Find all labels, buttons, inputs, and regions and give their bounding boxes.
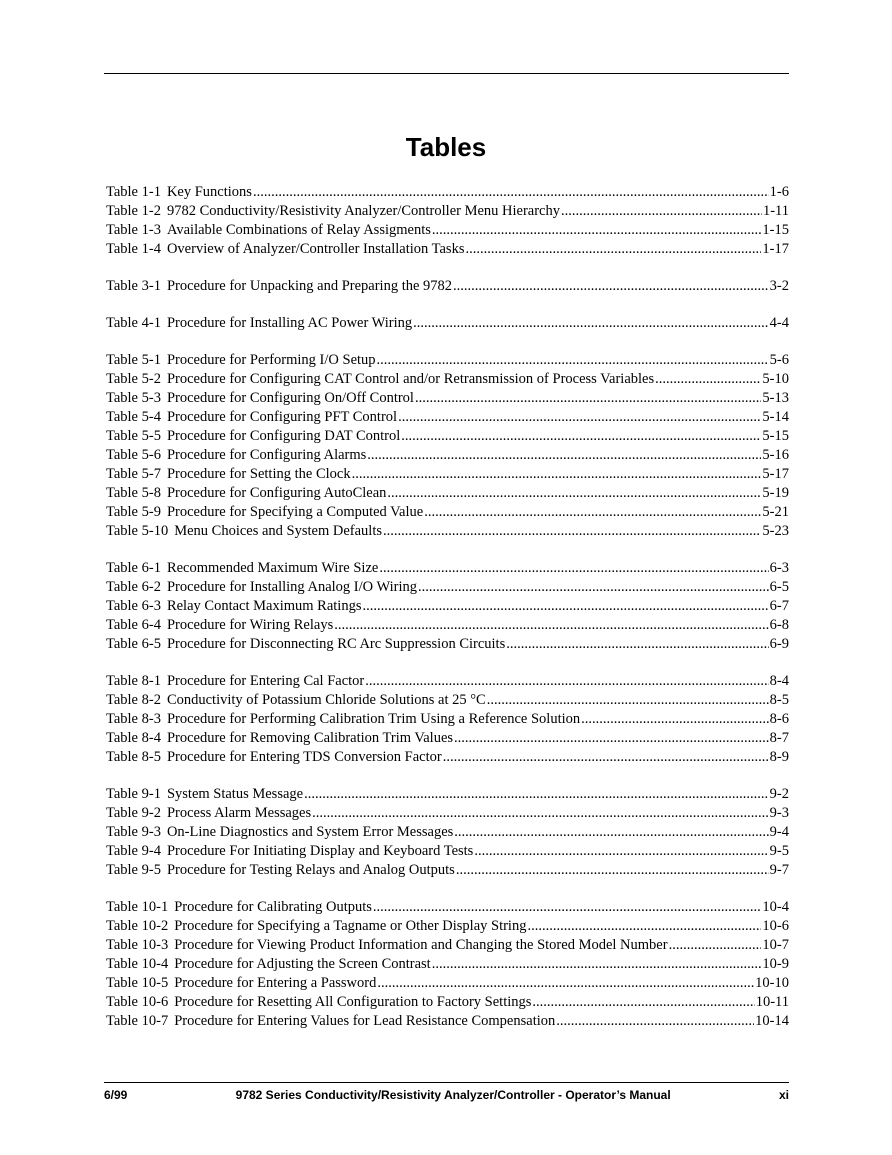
dot-leader — [454, 824, 768, 841]
table-title: Procedure for Calibrating Outputs — [174, 899, 372, 915]
page-reference: 5-19 — [762, 485, 789, 501]
table-title: Conductivity of Potassium Chloride Solutions at 25 °C — [166, 692, 486, 708]
table-title: Procedure for Viewing Product Information and Changing the Stored Model Number — [174, 937, 668, 953]
header-rule — [104, 73, 789, 74]
table-title: Procedure for Setting the Clock — [166, 466, 351, 482]
table-number: Table 6-1 — [106, 560, 161, 576]
list-item[interactable] — [106, 673, 789, 692]
table-group — [106, 352, 789, 542]
page-reference: 10-4 — [762, 899, 789, 915]
table-title: Procedure for Entering TDS Conversion Factor — [166, 749, 442, 765]
footer-page-number: xi — [778, 1088, 789, 1102]
table-number: Table 5-8 — [106, 485, 161, 501]
table-title: Procedure for Configuring PFT Control — [166, 409, 398, 425]
page-reference: 8-4 — [769, 673, 789, 689]
list-item[interactable] — [106, 390, 789, 409]
dot-leader — [415, 390, 761, 407]
dot-leader — [365, 673, 768, 690]
list-item[interactable] — [106, 409, 789, 428]
table-title: Menu Choices and System Defaults — [174, 523, 383, 539]
dot-leader — [527, 918, 761, 935]
table-number: Table 5-4 — [106, 409, 161, 425]
dot-leader — [474, 843, 768, 860]
table-title: Procedure for Performing Calibration Trim Using a Reference Solution — [166, 711, 581, 727]
page-reference: 5-21 — [762, 504, 789, 520]
page-reference: 3-2 — [769, 278, 789, 294]
page-reference: 10-9 — [762, 956, 789, 972]
list-item[interactable] — [106, 749, 789, 768]
table-title: Procedure for Wiring Relays — [166, 617, 334, 633]
list-item[interactable] — [106, 862, 789, 881]
list-item[interactable] — [106, 1013, 789, 1032]
page-reference: 10-6 — [762, 918, 789, 934]
list-item[interactable] — [106, 241, 789, 260]
table-title: System Status Message — [166, 786, 304, 802]
dot-leader — [453, 278, 769, 295]
dot-leader — [432, 222, 762, 239]
table-group — [106, 899, 789, 1032]
list-item[interactable] — [106, 428, 789, 447]
list-item[interactable] — [106, 975, 789, 994]
list-item[interactable] — [106, 786, 789, 805]
dot-leader — [581, 711, 769, 728]
dot-leader — [304, 786, 769, 803]
page-reference: 8-5 — [769, 692, 789, 708]
page-reference: 9-2 — [769, 786, 789, 802]
table-list — [106, 184, 789, 1050]
table-title: Available Combinations of Relay Assigments — [166, 222, 431, 238]
table-number: Table 8-3 — [106, 711, 161, 727]
page-reference: 6-8 — [769, 617, 789, 633]
page-reference: 8-9 — [769, 749, 789, 765]
table-title: Procedure for Resetting All Configuration to Factory Settings — [174, 994, 532, 1010]
page-reference: 10-14 — [755, 1013, 789, 1029]
table-title: Procedure for Adjusting the Screen Contrast — [174, 956, 431, 972]
list-item[interactable] — [106, 447, 789, 466]
dot-leader — [379, 560, 768, 577]
page-reference: 9-4 — [769, 824, 789, 840]
list-item[interactable] — [106, 485, 789, 504]
dot-leader — [506, 636, 768, 653]
list-item[interactable] — [106, 824, 789, 843]
page-reference: 6-5 — [769, 579, 789, 595]
page-reference: 9-7 — [769, 862, 789, 878]
page-title: Tables — [405, 132, 487, 162]
list-item[interactable] — [106, 371, 789, 390]
table-number: Table 5-5 — [106, 428, 161, 444]
list-item[interactable] — [106, 805, 789, 824]
table-number: Table 5-6 — [106, 447, 161, 463]
table-number: Table 9-5 — [106, 862, 161, 878]
table-number: Table 8-1 — [106, 673, 161, 689]
table-number: Table 6-4 — [106, 617, 161, 633]
table-title: Procedure for Unpacking and Preparing the 9782 — [166, 278, 453, 294]
table-number: Table 10-3 — [106, 937, 169, 953]
page-reference: 5-16 — [762, 447, 789, 463]
table-number: Table 6-5 — [106, 636, 161, 652]
list-item[interactable] — [106, 994, 789, 1013]
dot-leader — [432, 956, 762, 973]
table-number: Table 10-4 — [106, 956, 169, 972]
page-reference: 5-10 — [762, 371, 789, 387]
page-reference: 8-7 — [769, 730, 789, 746]
list-item[interactable] — [106, 352, 789, 371]
page-reference: 10-10 — [755, 975, 789, 991]
table-number: Table 5-2 — [106, 371, 161, 387]
table-number: Table 5-1 — [106, 352, 161, 368]
dot-leader — [561, 203, 762, 220]
list-item[interactable] — [106, 956, 789, 975]
table-title: Procedure for Performing I/O Setup — [166, 352, 376, 368]
table-number: Table 8-4 — [106, 730, 161, 746]
table-number: Table 9-3 — [106, 824, 161, 840]
table-title: Procedure for Configuring CAT Control and/or Retransmission of Process Variables — [166, 371, 655, 387]
dot-leader — [669, 937, 762, 954]
list-item[interactable] — [106, 466, 789, 485]
table-title: Procedure for Entering Cal Factor — [166, 673, 365, 689]
table-group — [106, 786, 789, 881]
page-reference: 5-14 — [762, 409, 789, 425]
dot-leader — [655, 371, 761, 388]
table-number: Table 4-1 — [106, 315, 161, 331]
list-item[interactable] — [106, 711, 789, 730]
dot-leader — [456, 862, 769, 879]
table-title: Procedure for Configuring AutoClean — [166, 485, 387, 501]
list-item[interactable] — [106, 899, 789, 918]
page-reference: 5-6 — [769, 352, 789, 368]
list-item[interactable] — [106, 598, 789, 617]
table-number: Table 6-3 — [106, 598, 161, 614]
dot-leader — [334, 617, 768, 634]
table-number: Table 10-1 — [106, 899, 169, 915]
table-group — [106, 315, 789, 334]
table-title: Procedure for Disconnecting RC Arc Suppression Circuits — [166, 636, 506, 652]
dot-leader — [387, 485, 761, 502]
dot-leader — [373, 899, 761, 916]
dot-leader — [413, 315, 768, 332]
page-reference: 1-17 — [762, 241, 789, 257]
list-item[interactable] — [106, 222, 789, 241]
dot-leader — [377, 975, 754, 992]
list-item[interactable] — [106, 203, 789, 222]
list-item[interactable] — [106, 315, 789, 334]
dot-leader — [253, 184, 769, 201]
table-title: Procedure for Configuring Alarms — [166, 447, 367, 463]
dot-leader — [367, 447, 761, 464]
footer-date: 6/99 — [104, 1088, 128, 1102]
page-reference: 9-3 — [769, 805, 789, 821]
list-item[interactable] — [106, 636, 789, 655]
table-title: Procedure for Entering a Password — [174, 975, 377, 991]
table-number: Table 5-3 — [106, 390, 161, 406]
list-item[interactable] — [106, 843, 789, 862]
dot-leader — [454, 730, 769, 747]
table-title: Key Functions — [166, 184, 252, 200]
page-reference: 5-15 — [762, 428, 789, 444]
table-title: Procedure for Specifying a Computed Value — [166, 504, 424, 520]
table-number: Table 1-1 — [106, 184, 161, 200]
table-number: Table 10-5 — [106, 975, 169, 991]
table-title: Process Alarm Messages — [166, 805, 312, 821]
table-title: Procedure for Testing Relays and Analog Outputs — [166, 862, 455, 878]
dot-leader — [401, 428, 761, 445]
table-number: Table 1-2 — [106, 203, 161, 219]
table-number: Table 5-10 — [106, 523, 169, 539]
page-reference: 5-13 — [762, 390, 789, 406]
dot-leader — [424, 504, 761, 521]
dot-leader — [398, 409, 761, 426]
table-number: Table 9-2 — [106, 805, 161, 821]
table-title: Procedure for Installing AC Power Wiring — [166, 315, 413, 331]
page-reference: 1-6 — [769, 184, 789, 200]
table-title: On-Line Diagnostics and System Error Messages — [166, 824, 454, 840]
list-item[interactable] — [106, 523, 789, 542]
list-item[interactable] — [106, 504, 789, 523]
table-number: Table 9-1 — [106, 786, 161, 802]
table-number: Table 5-7 — [106, 466, 161, 482]
table-number: Table 10-6 — [106, 994, 169, 1010]
table-group — [106, 673, 789, 768]
page-reference: 6-9 — [769, 636, 789, 652]
footer-rule — [104, 1082, 789, 1083]
dot-leader — [352, 466, 762, 483]
list-item[interactable] — [106, 617, 789, 636]
table-title: Procedure For Initiating Display and Keyboard Tests — [166, 843, 474, 859]
dot-leader — [418, 579, 769, 596]
list-item[interactable] — [106, 937, 789, 956]
page-reference: 1-11 — [762, 203, 789, 219]
dot-leader — [377, 352, 769, 369]
page-reference: 6-7 — [769, 598, 789, 614]
footer-manual-title: 9782 Series Conductivity/Resistivity Analyzer/Controller - Operator’s Manual — [235, 1088, 671, 1102]
dot-leader — [487, 692, 769, 709]
page-reference: 5-17 — [762, 466, 789, 482]
page-reference: 1-15 — [762, 222, 789, 238]
list-item[interactable] — [106, 184, 789, 203]
list-item[interactable] — [106, 278, 789, 297]
table-title: Recommended Maximum Wire Size — [166, 560, 379, 576]
dot-leader — [532, 994, 754, 1011]
list-item[interactable] — [106, 579, 789, 598]
dot-leader — [383, 523, 761, 540]
table-number: Table 1-4 — [106, 241, 161, 257]
page-reference: 10-11 — [755, 994, 789, 1010]
page-reference: 8-6 — [769, 711, 789, 727]
page-reference: 4-4 — [769, 315, 789, 331]
dot-leader — [465, 241, 761, 258]
table-number: Table 9-4 — [106, 843, 161, 859]
list-item[interactable] — [106, 730, 789, 749]
table-number: Table 5-9 — [106, 504, 161, 520]
table-number: Table 8-5 — [106, 749, 161, 765]
table-title: Procedure for Configuring DAT Control — [166, 428, 401, 444]
list-item[interactable] — [106, 692, 789, 711]
dot-leader — [443, 749, 769, 766]
page-reference: 10-7 — [762, 937, 789, 953]
table-group — [106, 278, 789, 297]
table-number: Table 3-1 — [106, 278, 161, 294]
page-reference: 9-5 — [769, 843, 789, 859]
table-group — [106, 560, 789, 655]
table-number: Table 1-3 — [106, 222, 161, 238]
table-title: Relay Contact Maximum Ratings — [166, 598, 362, 614]
table-title: Procedure for Specifying a Tagname or Other Display String — [174, 918, 527, 934]
table-number: Table 10-2 — [106, 918, 169, 934]
table-title: Procedure for Installing Analog I/O Wiring — [166, 579, 417, 595]
page-footer — [104, 1088, 789, 1102]
table-title: Procedure for Entering Values for Lead Resistance Compensation — [174, 1013, 556, 1029]
table-title: 9782 Conductivity/Resistivity Analyzer/Controller Menu Hierarchy — [166, 203, 560, 219]
page-reference: 5-23 — [762, 523, 789, 539]
dot-leader — [312, 805, 769, 822]
list-item[interactable] — [106, 560, 789, 579]
list-item[interactable] — [106, 918, 789, 937]
table-title: Procedure for Removing Calibration Trim Values — [166, 730, 454, 746]
table-number: Table 6-2 — [106, 579, 161, 595]
table-number: Table 8-2 — [106, 692, 161, 708]
dot-leader — [556, 1013, 754, 1030]
table-group — [106, 184, 789, 260]
dot-leader — [362, 598, 768, 615]
page-reference: 6-3 — [769, 560, 789, 576]
table-number: Table 10-7 — [106, 1013, 169, 1029]
table-title: Overview of Analyzer/Controller Installation Tasks — [166, 241, 465, 257]
table-title: Procedure for Configuring On/Off Control — [166, 390, 414, 406]
